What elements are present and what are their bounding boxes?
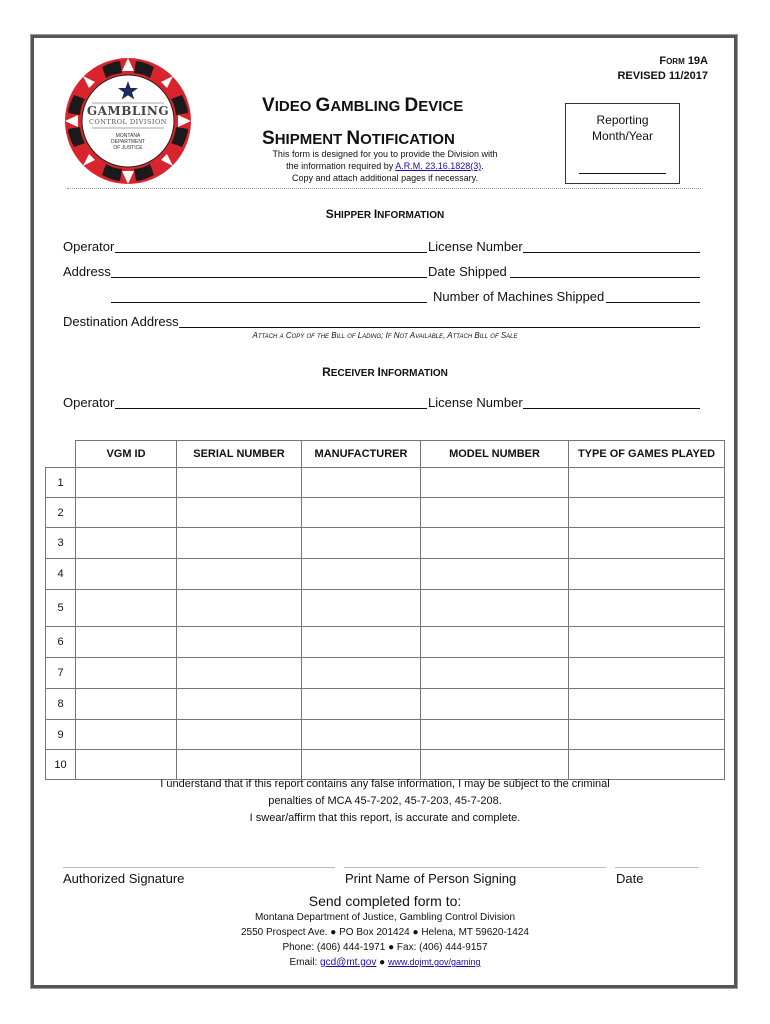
month-year-label: Month/Year <box>592 129 653 143</box>
shipper-heading <box>0 207 770 221</box>
model-number-cell[interactable] <box>421 528 569 559</box>
print-name-label: Print Name of Person Signing <box>345 871 517 886</box>
vgm-id-cell[interactable] <box>76 627 177 658</box>
title-line-1 <box>262 90 512 123</box>
model-number-cell[interactable] <box>421 590 569 627</box>
title-cap: V <box>262 95 275 116</box>
logo-dept-1: MONTANA <box>115 133 141 139</box>
model-number-cell[interactable] <box>421 627 569 658</box>
reporting-month-year-box <box>565 103 680 184</box>
contact-block <box>0 910 770 970</box>
contact-address: 2550 Prospect Ave. ● PO Box 201424 ● Helena, MT 59620-1424 <box>240 927 529 938</box>
email-label: Email: <box>289 957 321 968</box>
declaration-line-1: I understand that if this report contains any false information, I may be subject to the criminal <box>160 778 610 790</box>
contact-separator: ● <box>376 957 388 968</box>
bill-of-lading-note: Attach a Copy of the Bill of Lading; If Not Available, Attach Bill of Sale <box>252 331 518 340</box>
date-shipped-label: Date Shipped <box>428 264 507 279</box>
title-rest: EVICE <box>418 98 464 115</box>
heading-rest: NFORMATION <box>380 368 448 379</box>
table-row <box>46 498 725 528</box>
table-row <box>46 468 725 498</box>
model-number-cell[interactable] <box>421 720 569 750</box>
model-number-cell[interactable] <box>421 468 569 498</box>
gambling-control-logo <box>62 55 194 187</box>
date-label: Date <box>616 871 644 886</box>
title-cap: D <box>404 95 419 116</box>
model-number-cell[interactable] <box>421 559 569 590</box>
serial-number-cell[interactable] <box>177 658 302 689</box>
print-name-field[interactable] <box>344 867 606 868</box>
title-cap: S <box>262 128 275 149</box>
logo-dept-2: DEPARTMENT <box>111 139 145 145</box>
intro-line-2-pre: the information required by <box>286 161 396 171</box>
table-row <box>46 658 725 689</box>
table-row <box>46 689 725 720</box>
intro-line-2-post: . <box>481 161 484 171</box>
serial-number-cell[interactable] <box>177 498 302 528</box>
serial-number-cell[interactable] <box>177 689 302 720</box>
vgm-table <box>45 440 725 780</box>
row-number: 4 <box>46 559 76 590</box>
title-rest: AMBLING <box>330 98 405 115</box>
authorized-signature-field[interactable] <box>63 867 335 868</box>
vgm-id-cell[interactable] <box>76 528 177 559</box>
heading-rest: NFORMATION <box>377 210 445 221</box>
type-of-games-cell[interactable] <box>569 498 725 528</box>
declaration-line-3: I swear/affirm that this report, is accurate and complete. <box>249 812 521 824</box>
model-number-cell[interactable] <box>421 689 569 720</box>
shipper-address-label: Address <box>63 264 111 279</box>
serial-number-cell[interactable] <box>177 750 302 780</box>
title-rest: IDEO <box>274 98 316 115</box>
manufacturer-cell[interactable] <box>302 750 421 780</box>
email-link[interactable]: gcd@mt.gov <box>320 957 377 968</box>
row-number: 9 <box>46 720 76 750</box>
machines-shipped-field[interactable] <box>606 289 700 303</box>
row-number: 2 <box>46 498 76 528</box>
send-heading: Send completed form to: <box>308 893 462 909</box>
intro-text <box>240 148 530 184</box>
table-corner <box>46 441 76 468</box>
heading-rest: HIPPER <box>333 210 374 221</box>
col-type-of-games: TYPE OF GAMES PLAYED <box>569 441 725 468</box>
manufacturer-cell[interactable] <box>302 590 421 627</box>
destination-address-label: Destination Address <box>63 314 179 329</box>
vgm-id-cell[interactable] <box>76 689 177 720</box>
declaration-line-2: penalties of MCA 45-7-202, 45-7-203, 45-7-208. <box>268 795 502 807</box>
receiver-heading <box>0 365 770 379</box>
heading-rest: ECEIVER <box>330 368 378 379</box>
serial-number-cell[interactable] <box>177 590 302 627</box>
col-vgm-id: VGM ID <box>76 441 177 468</box>
table-row <box>46 559 725 590</box>
serial-number-cell[interactable] <box>177 468 302 498</box>
table-row <box>46 528 725 559</box>
manufacturer-cell[interactable] <box>302 498 421 528</box>
vgm-id-cell[interactable] <box>76 498 177 528</box>
title-rest: OTIFICATION <box>360 131 455 148</box>
title-cap: G <box>315 95 331 116</box>
destination-address-field[interactable] <box>179 314 700 328</box>
vgm-id-cell[interactable] <box>76 750 177 780</box>
manufacturer-cell[interactable] <box>302 528 421 559</box>
serial-number-cell[interactable] <box>177 528 302 559</box>
receiver-operator-label: Operator <box>63 395 115 410</box>
intro-line-1: This form is designed for you to provide the Division with <box>272 149 498 159</box>
revised-date: REVISED 11/2017 <box>617 70 708 82</box>
type-of-games-cell[interactable] <box>569 658 725 689</box>
table-row <box>46 590 725 627</box>
col-model-number: MODEL NUMBER <box>421 441 569 468</box>
type-of-games-cell[interactable] <box>569 720 725 750</box>
row-number: 3 <box>46 528 76 559</box>
serial-number-cell[interactable] <box>177 627 302 658</box>
manufacturer-cell[interactable] <box>302 720 421 750</box>
type-of-games-cell[interactable] <box>569 750 725 780</box>
shipper-address-field[interactable] <box>111 264 427 278</box>
logo-subtitle: CONTROL DIVISION <box>88 118 167 126</box>
col-manufacturer: MANUFACTURER <box>302 441 421 468</box>
type-of-games-cell[interactable] <box>569 627 725 658</box>
contact-phone: Phone: (406) 444-1971 ● Fax: (406) 444-9157 <box>282 942 488 953</box>
heading-cap: S <box>325 207 334 221</box>
type-of-games-cell[interactable] <box>569 528 725 559</box>
manufacturer-cell[interactable] <box>302 468 421 498</box>
manufacturer-cell[interactable] <box>302 627 421 658</box>
shipper-license-field[interactable] <box>523 239 700 253</box>
page-title <box>262 90 512 156</box>
vgm-id-cell[interactable] <box>76 559 177 590</box>
form-number-block <box>600 54 708 84</box>
serial-number-cell[interactable] <box>177 720 302 750</box>
date-field[interactable] <box>615 867 699 868</box>
serial-number-cell[interactable] <box>177 559 302 590</box>
table-header-row <box>46 441 725 468</box>
table-row <box>46 720 725 750</box>
reporting-month-year-field[interactable] <box>579 173 666 174</box>
manufacturer-cell[interactable] <box>302 689 421 720</box>
title-rest: HIPMENT <box>274 131 347 148</box>
authorized-signature-label: Authorized Signature <box>63 871 185 886</box>
receiver-operator-field[interactable] <box>115 395 427 409</box>
website-link[interactable]: www.dojmt.gov/gaming <box>387 957 481 967</box>
type-of-games-cell[interactable] <box>569 590 725 627</box>
divider <box>67 188 701 189</box>
table-row <box>46 627 725 658</box>
intro-line-2 <box>240 160 530 172</box>
row-number: 8 <box>46 689 76 720</box>
row-number: 6 <box>46 627 76 658</box>
contact-email-line <box>0 955 770 970</box>
col-serial-number: SERIAL NUMBER <box>177 441 302 468</box>
vgm-id-cell[interactable] <box>76 590 177 627</box>
contact-org: Montana Department of Justice, Gambling Control Division <box>254 912 516 923</box>
logo-dept-3: OF JUSTICE <box>113 145 143 151</box>
form-number-prefix: Form <box>659 55 685 67</box>
date-shipped-field[interactable] <box>510 264 700 278</box>
arm-link[interactable]: A.R.M. 23.16.1828(3) <box>395 161 482 171</box>
shipper-operator-label: Operator <box>63 239 115 254</box>
row-number: 7 <box>46 658 76 689</box>
manufacturer-cell[interactable] <box>302 658 421 689</box>
manufacturer-cell[interactable] <box>302 559 421 590</box>
row-number: 5 <box>46 590 76 627</box>
type-of-games-cell[interactable] <box>569 468 725 498</box>
type-of-games-cell[interactable] <box>569 559 725 590</box>
heading-cap: I <box>373 207 378 221</box>
row-number: 1 <box>46 468 76 498</box>
model-number-cell[interactable] <box>421 658 569 689</box>
shipper-address-line-2-field[interactable] <box>111 289 427 303</box>
model-number-cell[interactable] <box>421 498 569 528</box>
vgm-id-cell[interactable] <box>76 720 177 750</box>
machines-shipped-label: Number of Machines Shipped <box>433 289 605 304</box>
heading-cap: I <box>377 365 381 379</box>
intro-line-3: Copy and attach additional pages if necessary. <box>292 173 478 183</box>
model-number-cell[interactable] <box>421 750 569 780</box>
heading-cap: R <box>322 365 331 379</box>
shipper-operator-field[interactable] <box>115 239 427 253</box>
declaration <box>150 776 620 827</box>
receiver-license-field[interactable] <box>523 395 700 409</box>
shipper-license-label: License Number <box>428 239 523 254</box>
row-number: 10 <box>46 750 76 780</box>
form-number: 19A <box>687 55 708 67</box>
receiver-license-label: License Number <box>428 395 523 410</box>
reporting-label: Reporting <box>596 113 649 127</box>
title-cap: N <box>346 128 361 149</box>
table-row <box>46 750 725 780</box>
type-of-games-cell[interactable] <box>569 689 725 720</box>
vgm-id-cell[interactable] <box>76 468 177 498</box>
vgm-id-cell[interactable] <box>76 658 177 689</box>
logo-title: GAMBLING <box>86 104 170 118</box>
